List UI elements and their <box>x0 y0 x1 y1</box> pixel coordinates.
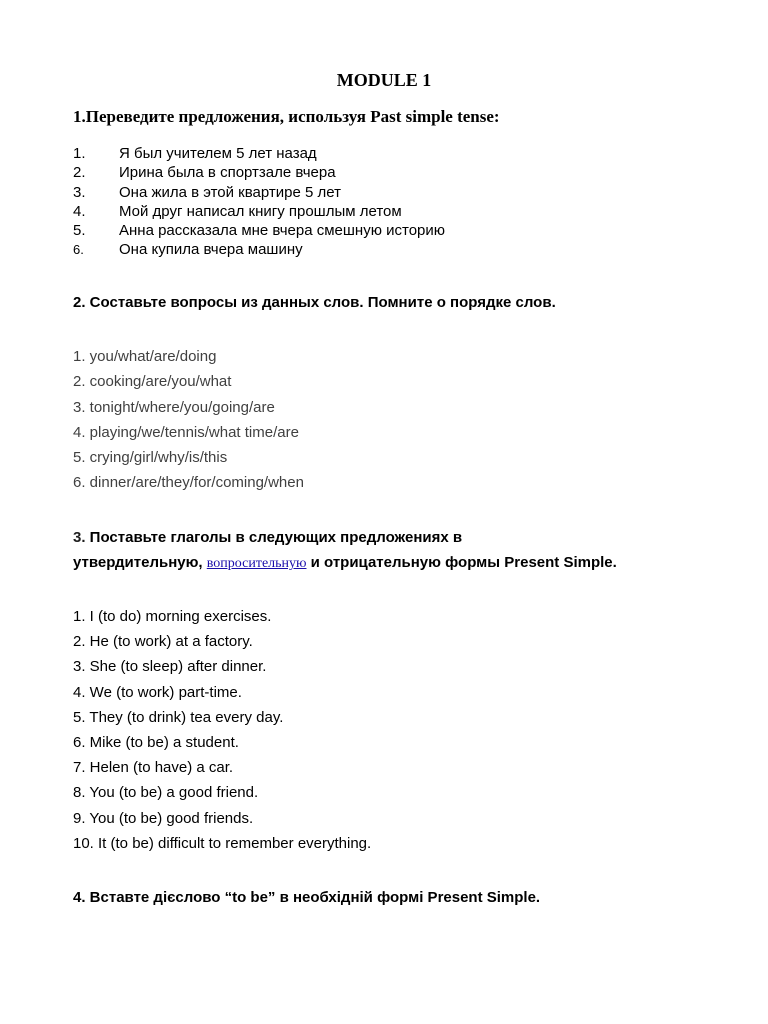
list-item: 6. dinner/are/they/for/coming/when <box>73 474 304 492</box>
list-item: 6. Mike (to be) a student. <box>73 733 239 751</box>
page-title: MODULE 1 <box>336 70 432 90</box>
list-item: 1. I (to do) morning exercises. <box>73 608 272 625</box>
item-number: 2. <box>73 164 86 182</box>
task2-heading: 2. Составьте вопросы из данных слов. Помните о порядке слов. <box>73 294 556 311</box>
task4-heading: 4. Вставте дієслово “to be” в необхідній формі Present Simple. <box>73 889 541 906</box>
task3-heading-line1 <box>73 528 462 548</box>
list-item <box>73 240 445 259</box>
list-item: 4. We (to work) part-time. <box>73 683 242 701</box>
item-number: 6. <box>73 242 84 258</box>
list-item: 1. you/what/are/doing <box>73 348 217 365</box>
task3-heading-start: утвердительную, <box>73 554 207 571</box>
item-number: 3. <box>73 183 86 201</box>
item-number: 1. <box>73 145 86 162</box>
list-item: 5. They (to drink) tea every day. <box>73 708 284 726</box>
task3-list <box>73 607 371 859</box>
task3-number: 3. <box>73 529 86 546</box>
list-item <box>73 144 445 163</box>
list-item <box>73 202 445 221</box>
item-text: Мой друг написал книгу прошлым летом <box>119 202 402 220</box>
list-item: 3. tonight/where/you/going/are <box>73 398 275 416</box>
interrogative-link[interactable]: вопросительную <box>206 556 307 571</box>
item-text: Я был учителем 5 лет назад <box>119 145 317 162</box>
item-text: Ирина была в спортзале вчера <box>119 164 336 182</box>
list-item <box>73 183 445 202</box>
task2-list <box>73 347 304 499</box>
list-item: 8. You (to be) a good friend. <box>73 784 259 802</box>
item-number: 5. <box>73 222 86 240</box>
item-number: 4. <box>73 202 86 220</box>
item-text: Анна рассказала мне вчера смешную историю <box>119 222 446 240</box>
list-item: 2. cooking/are/you/what <box>73 373 232 391</box>
item-text: Она жила в этой квартире 5 лет <box>119 183 341 201</box>
item-text: Она купила вчера машину <box>119 241 303 259</box>
list-item: 3. She (to sleep) after dinner. <box>73 658 267 676</box>
task3-heading-text: Поставьте глаголы в следующих предложениях в <box>85 529 463 546</box>
task3-heading-line2 <box>73 553 617 574</box>
list-item: 9. You (to be) good friends. <box>73 809 254 827</box>
task1-heading: 1.Переведите предложения, используя Past simple tense: <box>73 107 500 126</box>
task1-list <box>73 144 445 260</box>
list-item: 2. He (to work) at a factory. <box>73 633 253 651</box>
task3-heading-end: и отрицательную формы Present Simple. <box>306 554 617 571</box>
list-item: 10. It (to be) difficult to remember everything. <box>73 834 372 852</box>
list-item <box>73 221 445 240</box>
list-item: 7. Helen (to have) a car. <box>73 759 234 777</box>
list-item: 4. playing/we/tennis/what time/are <box>73 423 299 441</box>
list-item <box>73 163 445 182</box>
list-item: 5. crying/girl/why/is/this <box>73 449 228 467</box>
